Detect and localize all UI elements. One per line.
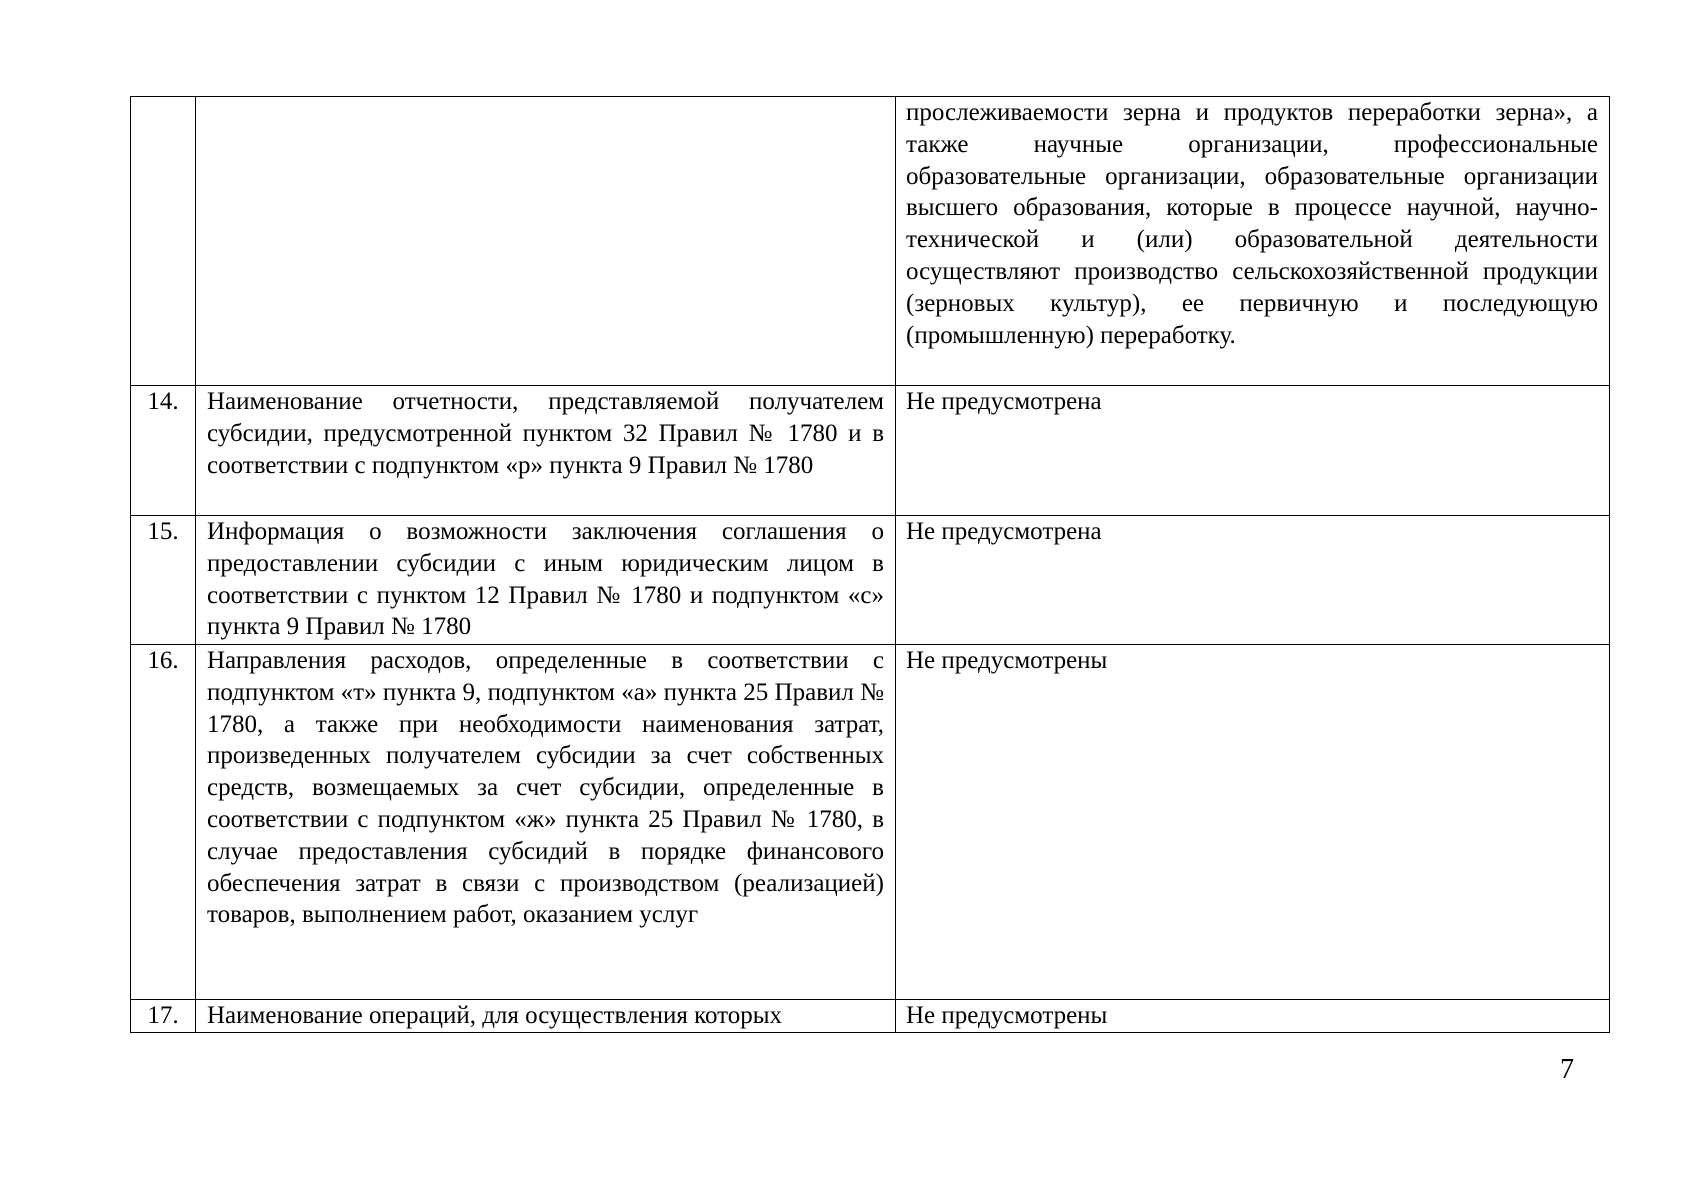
row-value-cell — [896, 516, 1610, 645]
row-value: Не предусмотрена — [906, 518, 1102, 545]
row-name-cell — [196, 645, 896, 1000]
table-row — [131, 386, 1610, 516]
page-number: 7 — [1560, 1054, 1574, 1085]
row-value-cell — [896, 386, 1610, 516]
row-name-cell — [196, 386, 896, 516]
row-name-cell — [196, 516, 896, 645]
row-name: Наименование отчетности, представляемой получателем субсидии, предусмотренной пунктом 32 Правил № 1780 и в соответствии с подпунктом «р» пункта 9 Правил № 1780 — [207, 388, 884, 479]
row-value: Не предусмотрены — [906, 647, 1108, 674]
row-number-cell — [131, 386, 196, 516]
table-row — [131, 645, 1610, 1000]
row-value-cell — [896, 97, 1610, 386]
row-number: 17. — [147, 1002, 179, 1029]
row-name-cell — [196, 1000, 896, 1033]
row-name: Наименование операций, для осуществления которых — [207, 1002, 783, 1029]
row-number-cell — [131, 97, 196, 386]
row-name: Информация о возможности заключения соглашения о предоставлении субсидии с иным юридическим лицом в соответствии с пунктом 12 Правил № 1780 и подпунктом «с» пункта 9 Правил № 1780 — [207, 518, 884, 641]
row-value: прослеживаемости зерна и продуктов переработки зерна», а также научные организации, профессиональные образовательные организации, образовательные организации высшего образования, которые в процессе научной, научно-технической и (или) образовательной деятельности осуществляют производство сельскохозяйственной продукции (зерновых культур), ее первичную и последующую (промышленную) переработку. — [906, 99, 1598, 349]
row-number-cell — [131, 516, 196, 645]
row-number: 14. — [147, 388, 179, 415]
row-number-cell — [131, 1000, 196, 1033]
row-number: 16. — [147, 647, 179, 674]
table-row — [131, 97, 1610, 386]
row-value-cell — [896, 1000, 1610, 1033]
table-row — [131, 1000, 1610, 1033]
row-number: 15. — [147, 518, 179, 545]
row-name-cell — [196, 97, 896, 386]
row-value: Не предусмотрены — [906, 1002, 1108, 1029]
row-name: Направления расходов, определенные в соответствии с подпунктом «т» пункта 9, подпунктом «а» пункта 25 Правил № 1780, а также при необходимости наименования затрат, произведенных получателем субсидии за счет собственных средств, возмещаемых за счет субсидии, определенные в соответствии с подпунктом «ж» пункта 25 Правил № 1780, в случае предоставления субсидий в порядке финансового обеспечения затрат в связи с производством (реализацией) товаров, выполнением работ, оказанием услуг — [207, 647, 884, 929]
table-row — [131, 516, 1610, 645]
requirements-table — [130, 96, 1610, 1033]
row-value: Не предусмотрена — [906, 388, 1102, 415]
row-number-cell — [131, 645, 196, 1000]
row-value-cell — [896, 645, 1610, 1000]
